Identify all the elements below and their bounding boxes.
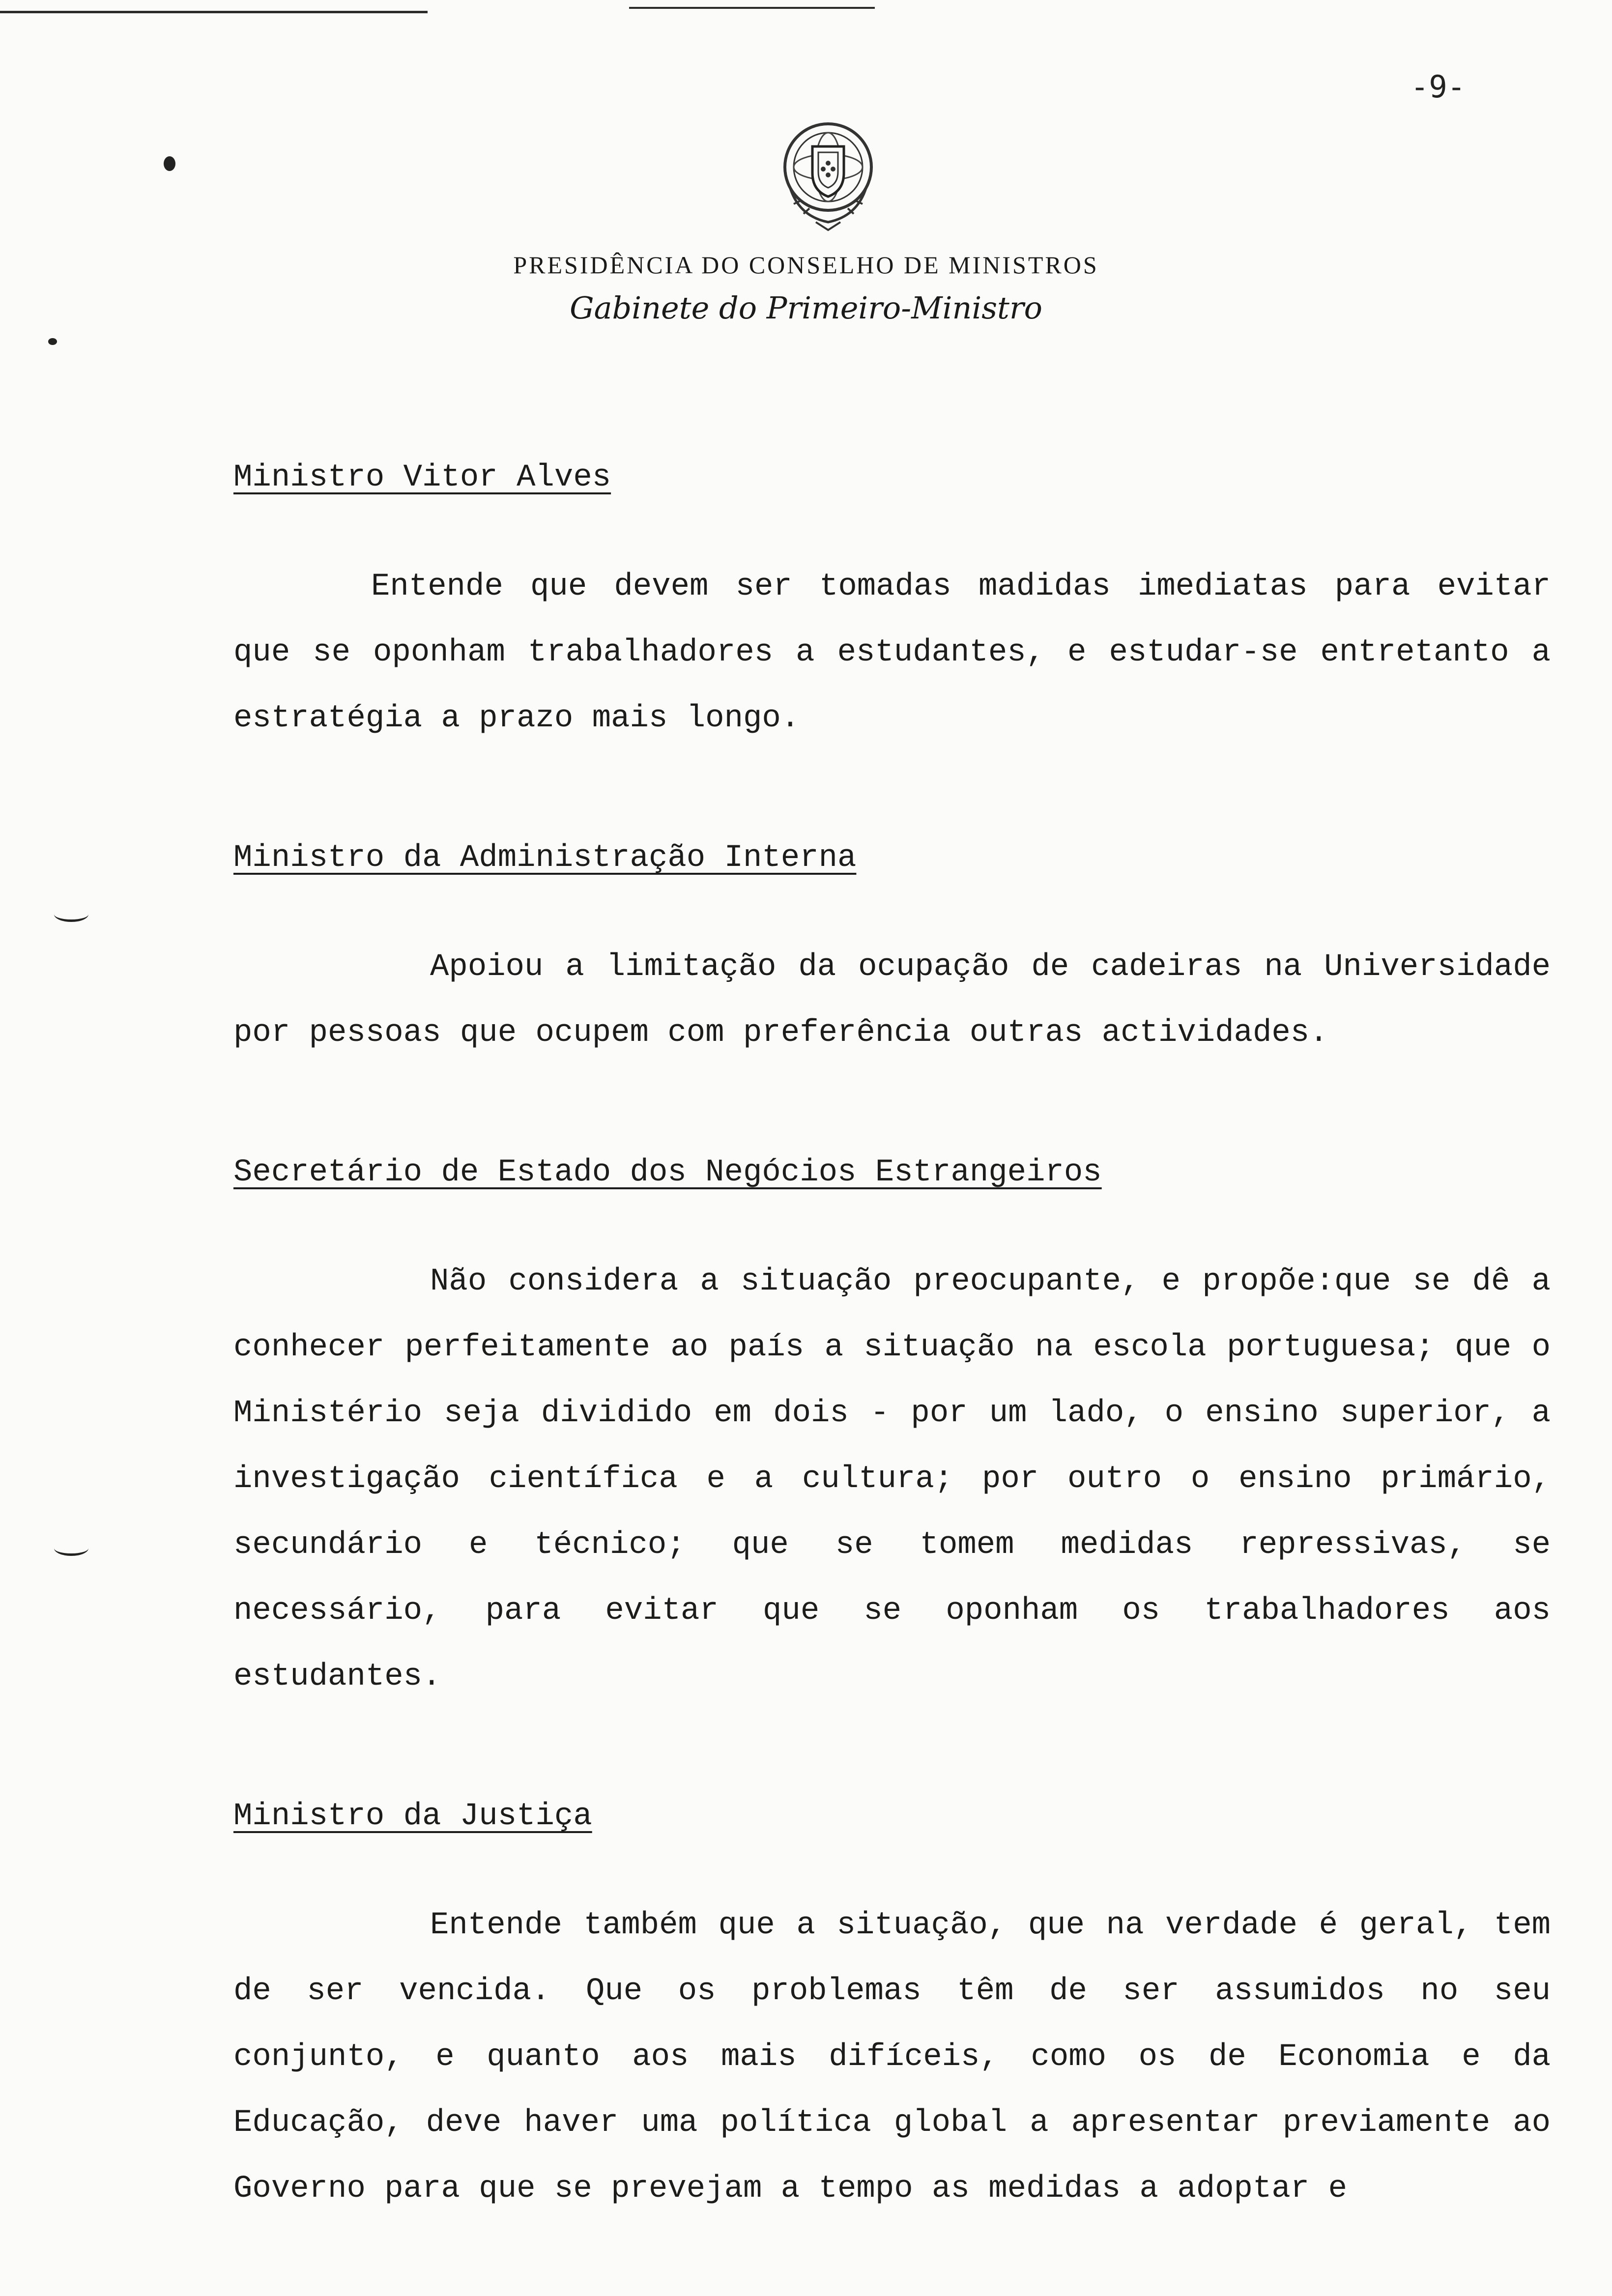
scan-top-rule-left [0, 11, 428, 13]
coat-of-arms-seal-icon [764, 118, 892, 236]
section-justica [233, 1783, 1551, 2222]
margin-bracket [54, 1541, 88, 1556]
section-vitor-alves [233, 445, 1551, 751]
margin-bracket [54, 907, 88, 922]
document-body [233, 445, 1551, 2222]
page-number: -9- [1410, 69, 1466, 105]
speaker-heading: Ministro da Justiça [233, 1799, 592, 1834]
speech-paragraph: Entende que devem ser tomadas madidas imediatas para evitar que se oponham trabalhadores a estudantes, e estudar-se entretanto a estratégia a prazo mais longo. [233, 569, 1551, 736]
speech-paragraph: Não considera a situação preocupante, e propõe:que se dê a conhecer perfeitamente ao país a situação na escola portuguesa; que o Ministério seja dividido em dois - por um lado, o ensino superior, a investigação científica e a cultura; por outro o ensino primário, secundário e técnico; que se tomem medidas repressivas, se necessário, para evitar que se oponham os trabalhadores aos estudantes. [233, 1264, 1551, 1694]
margin-dot [48, 338, 57, 345]
speech-paragraph: Apoiou a limitação da ocupação de cadeiras na Universidade por pessoas que ocupem com preferência outras actividades. [233, 949, 1551, 1051]
margin-dot [164, 156, 175, 171]
letterhead-subtitle: Gabinete do Primeiro-Ministro [570, 290, 1042, 326]
section-negocios-estrangeiros [233, 1140, 1551, 1710]
speaker-heading: Secretário de Estado dos Negócios Estrangeiros [233, 1155, 1102, 1190]
section-administracao-interna [233, 825, 1551, 1066]
speech-paragraph: Entende também que a situação, que na verdade é geral, tem de ser vencida. Que os problemas têm de ser assumidos no seu conjunto, e quanto aos mais difíceis, como os de Economia e da Educação, deve haver uma política global a apresentar previamente ao Governo para que se prevejam a tempo as medidas a adoptar e [233, 1908, 1551, 2207]
speaker-heading: Ministro da Administração Interna [233, 840, 857, 876]
letterhead-title: PRESIDÊNCIA DO CONSELHO DE MINISTROS [513, 251, 1099, 279]
scan-top-rule-right [629, 7, 875, 9]
speaker-heading: Ministro Vitor Alves [233, 460, 611, 495]
